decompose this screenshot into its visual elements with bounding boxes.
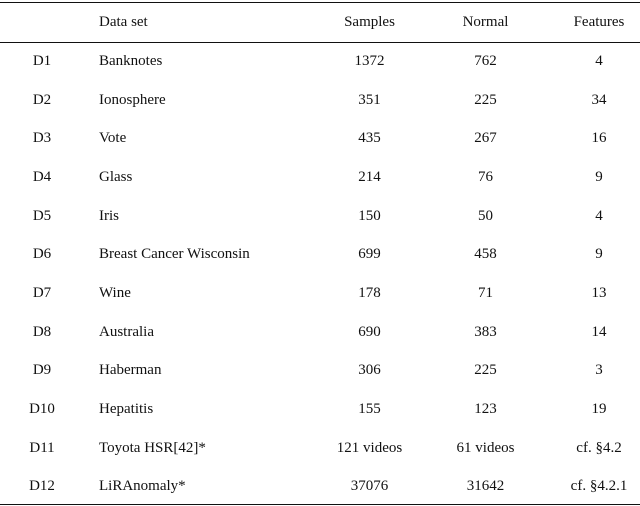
cell-data-set: Ionosphere xyxy=(99,91,166,108)
cell-normal: 458 xyxy=(474,246,497,263)
table-row xyxy=(0,468,640,506)
cell-id: D5 xyxy=(32,207,52,224)
cell-normal: 267 xyxy=(474,130,497,147)
cell-samples: 37076 xyxy=(350,478,389,495)
cell-id: D6 xyxy=(32,246,52,263)
cell-features: 19 xyxy=(591,401,607,418)
cell-features: 4 xyxy=(595,52,603,69)
cell-id: D4 xyxy=(32,168,52,185)
cell-samples: 1372 xyxy=(354,52,385,69)
cell-features: 9 xyxy=(595,246,603,263)
cell-samples: 178 xyxy=(358,284,381,301)
cell-features: 34 xyxy=(591,91,607,108)
header-row xyxy=(0,3,640,42)
cell-data-set: Iris xyxy=(99,207,119,224)
cell-data-set: Australia xyxy=(99,323,154,340)
cell-data-set: Banknotes xyxy=(99,52,163,69)
cell-id: D11 xyxy=(29,439,55,456)
header-features: Features xyxy=(573,14,625,30)
cell-features: 14 xyxy=(591,323,607,340)
cell-id: D9 xyxy=(32,362,52,379)
cell-samples: 150 xyxy=(358,207,381,224)
cell-samples: 699 xyxy=(358,246,381,263)
table-row xyxy=(0,429,640,468)
cell-samples: 306 xyxy=(358,362,381,379)
cell-samples: 351 xyxy=(358,91,381,108)
cell-data-set: Wine xyxy=(99,284,131,301)
cell-data-set: Hepatitis xyxy=(99,401,154,418)
cell-features: 4 xyxy=(595,207,603,224)
table-row xyxy=(0,119,640,158)
cell-normal: 71 xyxy=(478,284,493,301)
cell-samples: 155 xyxy=(358,401,381,418)
table-row xyxy=(0,81,640,120)
table-row xyxy=(0,352,640,391)
cell-id: D3 xyxy=(32,130,52,147)
cell-samples: 214 xyxy=(358,168,381,185)
cell-normal: 383 xyxy=(474,323,497,340)
cell-id: D7 xyxy=(32,284,52,301)
cell-data-set: Toyota HSR[42]* xyxy=(99,439,206,456)
cell-features: 16 xyxy=(591,130,607,147)
cell-normal: 61 videos xyxy=(456,439,515,456)
cell-samples: 690 xyxy=(358,323,381,340)
cell-id: D10 xyxy=(29,401,55,418)
cell-id: D2 xyxy=(32,91,52,108)
cell-normal: 225 xyxy=(474,91,497,108)
header-samples: Samples xyxy=(344,14,395,30)
table-row xyxy=(0,390,640,429)
cell-normal: 76 xyxy=(478,168,493,185)
cell-id: D8 xyxy=(32,323,52,340)
cell-samples: 121 videos xyxy=(336,439,403,456)
dataset-table xyxy=(0,3,640,506)
cell-normal: 225 xyxy=(474,362,497,379)
cell-normal: 762 xyxy=(474,52,497,69)
cell-features: cf. §4.2.1 xyxy=(570,478,628,495)
cell-samples: 435 xyxy=(358,130,381,147)
cell-id: D12 xyxy=(29,478,55,495)
cell-features: cf. §4.2 xyxy=(576,439,622,456)
cell-data-set: Breast Cancer Wisconsin xyxy=(99,246,250,263)
cell-features: 3 xyxy=(595,362,603,379)
cell-id: D1 xyxy=(32,52,52,69)
cell-data-set: Vote xyxy=(99,130,127,147)
cell-features: 13 xyxy=(591,284,607,301)
header-data-set: Data set xyxy=(99,14,148,30)
cell-normal: 31642 xyxy=(466,478,505,495)
table-row xyxy=(0,313,640,352)
table-row xyxy=(0,197,640,236)
header-normal: Normal xyxy=(462,14,509,30)
table-row xyxy=(0,42,640,81)
cell-data-set: Haberman xyxy=(99,362,162,379)
table-row xyxy=(0,158,640,197)
header-id xyxy=(0,3,84,42)
table-header xyxy=(0,3,640,42)
table-body xyxy=(0,42,640,506)
table-row xyxy=(0,274,640,313)
cell-features: 9 xyxy=(595,168,603,185)
cell-data-set: Glass xyxy=(99,168,133,185)
table-row xyxy=(0,235,640,274)
cell-data-set: LiRAnomaly* xyxy=(99,478,186,495)
cell-normal: 123 xyxy=(474,401,497,418)
cell-normal: 50 xyxy=(478,207,493,224)
